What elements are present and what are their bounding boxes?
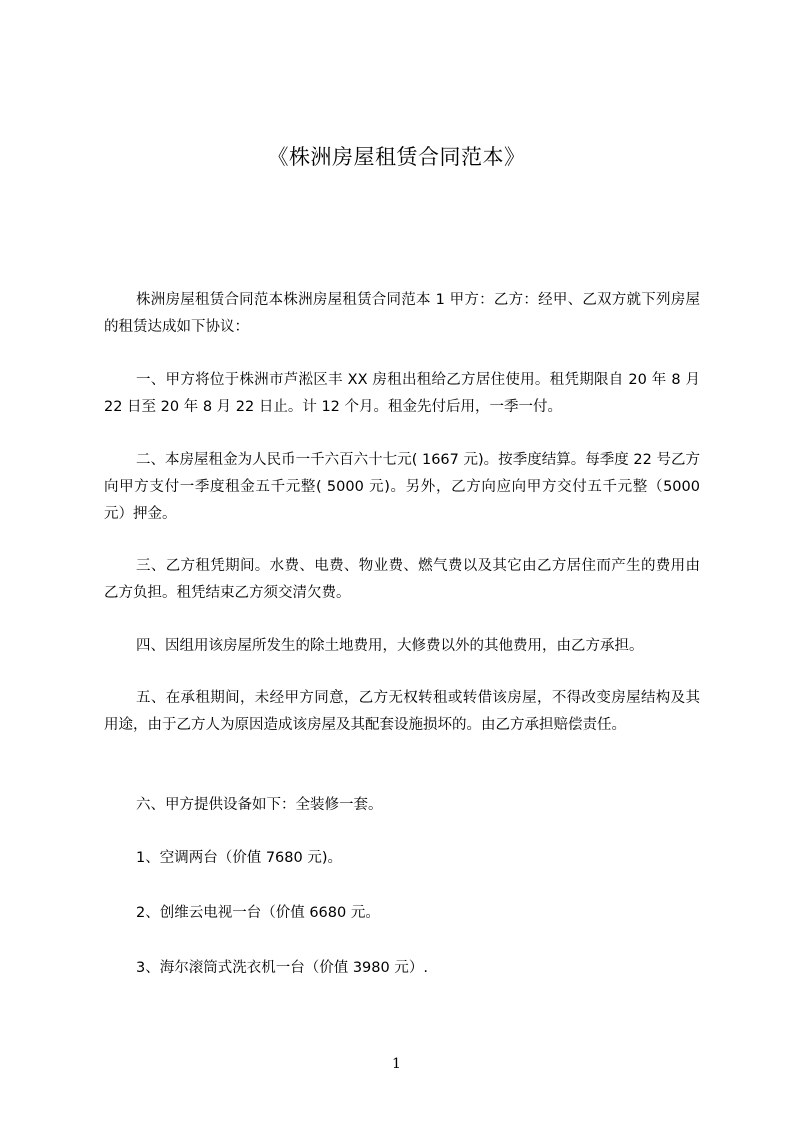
- document-title: 《株洲房屋租赁合同范本》: [267, 145, 526, 169]
- list-item-equipment-3: 3、海尔滚筒式洗衣机一台（价值 3980 元）.: [136, 960, 428, 976]
- paragraph-clause-3: 三、乙方租凭期间。水费、电费、物业费、燃气费以及其它由乙方居住而产生的费用由乙方负担。租凭结束乙方须交清欠费。: [104, 558, 700, 601]
- paragraph-clause-6: 六、甲方提供设备如下：全装修一套。: [136, 797, 383, 813]
- paragraph-clause-5: 五、在承租期间，未经甲方同意，乙方无权转租或转借该房屋，不得改变房屋结构及其用途，由于乙方人为原因造成该房屋及其配套设施损坏的。由乙方承担赔偿责任。: [104, 690, 700, 733]
- paragraph-intro: 株洲房屋租赁合同范本株洲房屋租赁合同范本 1 甲方：乙方：经甲、乙双方就下列房屋的租赁达成如下协议：: [104, 292, 700, 335]
- page-number: 1: [392, 1056, 401, 1072]
- list-item-equipment-2: 2、创维云电视一台（价值 6680 元。: [136, 905, 380, 921]
- paragraph-clause-1: 一、甲方将位于株洲市芦淞区丰 XX 房租出租给乙方居住使用。租凭期限自 20 年 8 月 22 日至 20 年 8 月 22 日止。计 12 个月。租金先付后用，一季一付。: [104, 372, 700, 415]
- paragraph-clause-4: 四、因组用该房屋所发生的除土地费用，大修费以外的其他费用，由乙方承担。: [136, 638, 644, 654]
- list-item-equipment-1: 1、空调两台（价值 7680 元)。: [136, 850, 343, 866]
- paragraph-clause-2: 二、本房屋租金为人民币一千六百六十七元( 1667 元)。按季度结算。每季度 22 号乙方向甲方支付一季度租金五千元整( 5000 元)。另外，乙方向应向甲方交付五千元整（5000 元）押金。: [104, 452, 700, 522]
